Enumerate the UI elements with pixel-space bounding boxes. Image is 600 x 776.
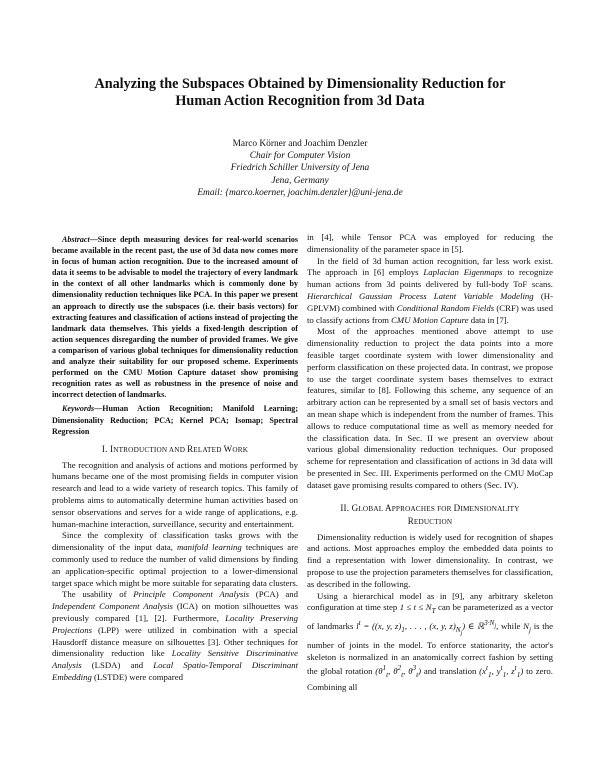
heading-letter: R (187, 443, 194, 454)
emphasis: CMU Motion Capture (391, 314, 469, 325)
abstract (52, 234, 298, 400)
math-sub: j (460, 629, 463, 636)
math-sub: 1 (401, 625, 405, 634)
abstract-label: Abstract (62, 235, 90, 244)
math-run: ) (418, 666, 422, 677)
math-run: N (523, 620, 529, 631)
affiliation-location: Jena, Germany (271, 175, 329, 186)
text-run: Since the complexity of classification tasks grows with the dimensionality of the input data, (52, 530, 298, 553)
heading-letter: D (453, 502, 461, 513)
text-run: Using a hierarchical model as in [9], any arbitrary skeleton configuration at time step (307, 590, 553, 613)
text-run: techniques are commonly used to reduce the number of valid dimensions by finding an application-specific optimal projection to a lower-dimensional target space which might be more suitable for separating data clusters. (52, 542, 298, 588)
section-1-numeral: I. (101, 443, 110, 454)
math-sub: T (431, 607, 436, 616)
text-run: The usability of (62, 589, 134, 600)
emphasis: Locality Preserving Projections (52, 613, 299, 635)
title-line-2: Human Action Recognition from 3d Data (175, 93, 425, 109)
math-run: (x (479, 666, 486, 677)
section-1-paragraph-2 (52, 530, 298, 589)
text-run: data in [7]. (468, 314, 509, 325)
heading-smallcaps: PPROACHES FOR (391, 504, 454, 513)
abstract-text: —Since depth measuring devices for real-world scenarios became available in the recent past, the use of 3d data now comes more in focus of human action recognition. Due to the increased amount of data it seems to be advisable to model the trajectory of every landmark in the context of all other landmarks which is commonly done by dimensionality reduction techniques like PCA. In this paper we present an approach to directly use the subspaces (i.e. their basis vectors) for extracting features and classification of actions instead of projecting the landmark data themselves. This yields a fixed-length description of action sequences disregarding the number of provided frames. We give a comparison of various global techniques for dimensionality reduction and analyze their suitability for our proposed scheme. Experiments performed on the CMU Motion Capture dataset show promising recognition rates as well as robustness in the presence of noise and incorrect detection of landmarks. (52, 235, 298, 400)
math-inline (399, 602, 436, 616)
section-2-heading (307, 502, 553, 528)
math-inline (523, 620, 532, 634)
continued-paragraph: in [4], while Tensor PCA was employed for reducing the dimensionality of the parameter space in [5]. (307, 232, 553, 254)
emphasis: Laplacian Eigenmaps (423, 267, 503, 278)
title-line-1: Analyzing the Subspaces Obtained by Dimensionality Reduction for (94, 76, 506, 92)
math-run: , . . . , (x, y, z) (404, 620, 456, 631)
math-run: l (356, 620, 359, 631)
math-run: ) (520, 666, 524, 677)
related-work-paragraph (307, 256, 553, 327)
text-run: (PCA) and (249, 589, 299, 600)
keywords-text: —Human Action Recognition; Manifold Learning; Dimensionality Reduction; PCA; Kernel PCA; Isomap; Spectral Regression (52, 404, 298, 436)
email-address: {marco.koerner, joachim.denzler}@uni-jena.de (225, 187, 403, 198)
math-run: 1 ≤ t ≤ N (399, 602, 432, 613)
emphasis: Hierarchical Gaussian Process Latent Variable Modeling (307, 290, 534, 301)
section-2-paragraph-1: Dimensionality reduction is widely used for recognition of shapes and actions. Most approaches employ the embedded data points to find a representation with lower dimensionality. In contrast, we propose to use the projection parameters themselves for classification, as described in the following. (307, 531, 553, 589)
paper-title (70, 76, 530, 110)
heading-letter: R (407, 515, 414, 526)
keywords-label: Keywords (62, 404, 95, 414)
math-run: , z (506, 666, 515, 677)
emphasis: Independent Component Analysis (52, 601, 173, 612)
left-column (52, 234, 298, 684)
email-label: Email: (197, 187, 226, 198)
heading-letter: W (223, 443, 233, 454)
author-block (160, 138, 440, 199)
heading-letter: A (385, 502, 392, 513)
affiliation-chair: Chair for Computer Vision (249, 151, 351, 162)
heading-letter: I (110, 443, 114, 454)
math-sup (484, 618, 497, 630)
text-run: can be parameterized as a vector of landmarks (307, 602, 554, 631)
heading-smallcaps: EDUCTION (413, 517, 453, 526)
text-run: (LPP) were utilized in combination with a special Hausdorff distance measure on silhouettes [3]. Other techniques for dimensionality reduction like (52, 624, 298, 659)
text-run: and translation (421, 666, 480, 677)
math-rotation: ($\theta^1_t$, $\theta^2_t$, $\theta^3_t$) (375, 664, 422, 680)
math-run: N (455, 625, 461, 634)
section-1-heading (52, 443, 298, 456)
text-run: to recognize human actions from 3d points delivered by full-body ToF scans. (307, 267, 554, 290)
text-run: , while (496, 620, 524, 631)
text-run: (ICA) on motion silhouettes was previously compared [1], [2]. Furthermore, (52, 601, 298, 624)
text-run: In the field of 3d human action recognition, far less work exist. The approach in [6] employs (307, 255, 553, 278)
approach-overview-paragraph: Most of the approaches mentioned above attempt to use dimensionality reduction to project the data points into a more feasible target coordinate system with lower dimensionality and perform classification on these projected data. In contrast, we propose to use the target coordinate system bases themselves to extract features, similar to [8]. Following this scheme, any sequence of an arbitrary action can be represented by a small set of basis vectors and an mean shape which is independent from the number of frames. This allows to reduce computational time as well as memory needed for the classification data. In Sec. II we present an overview about various global dimensionality reduction techniques. Our proposed scheme for representation and classification of actions in 3d data will be presented in Sec. III. Experiments performed on the CMU MoCap dataset gave promising results compared to others (Sec. IV). (307, 326, 553, 490)
emphasis: Locality Sensitive Discriminative Analysis (52, 648, 298, 671)
section-1-paragraph-3 (52, 589, 298, 683)
math-run: , y (491, 666, 501, 677)
text-run: (CRF) was used to classify actions from (307, 302, 553, 325)
math-sup: t (358, 618, 361, 627)
heading-smallcaps: ORK (232, 445, 249, 454)
section-1-paragraph-1: The recognition and analysis of actions and motions performed by humans became one of the most promising fields in computer vision research and lead to a wide variety of research topics. This family of problems aims to automatically determine human activities based on sensor observations and serves for a wide range of applications, e.g. human-machine interaction, surveillance, security and entertainment. (52, 459, 298, 529)
math-run: = ((x, y, z) (360, 620, 402, 631)
math-translation: ($x^t_1$, $y^t_1$, $z^t_1$) (479, 664, 524, 680)
emphasis: Principle Component Analysis (133, 589, 250, 600)
heading-smallcaps: LOBAL (358, 504, 386, 513)
math-run: (θ (375, 666, 383, 677)
keywords (52, 403, 298, 436)
text-run: to zero. Combining all (307, 666, 553, 692)
section-2-heading-line-1 (307, 502, 553, 515)
section-2-paragraph-2 (307, 591, 553, 694)
affiliation-university: Friedrich Schiller University of Jena (230, 163, 370, 174)
author-names: Marco Körner and Joachim Denzler (232, 139, 368, 149)
emphasis: manifold learning (176, 542, 242, 553)
section-2-heading-line-2 (307, 515, 553, 528)
right-column (307, 232, 553, 694)
math-run: ) ∈ ℝ (462, 620, 485, 631)
emphasis: Conditional Random Fields (396, 302, 495, 313)
text-run: (LSTDE) were compared (91, 672, 183, 683)
math-sub: j (494, 623, 497, 630)
section-2-numeral: II. (340, 502, 352, 513)
heading-smallcaps: IMENSIONALITY (460, 504, 520, 513)
emphasis: Local Spatio-Temporal Discriminant Embedding (52, 660, 298, 683)
heading-smallcaps: ELATED (193, 445, 224, 454)
text-run: (H-GPLVM) combined with (307, 290, 553, 313)
text-run: (LSDA) and (81, 660, 154, 671)
text-run: is the number of joints in the model. To enforce stationarity, the actor's skeleton is normalized in an anatomically correct fashion by setting the global rotation (307, 620, 553, 677)
author-email (160, 187, 440, 199)
math-sub: j (529, 625, 532, 634)
heading-letter: G (351, 502, 359, 513)
heading-smallcaps: NTRODUCTION AND (113, 445, 188, 454)
math-landmark-vector (356, 618, 497, 636)
math-run: 3·N (484, 618, 495, 627)
math-run: , θ (388, 666, 398, 677)
